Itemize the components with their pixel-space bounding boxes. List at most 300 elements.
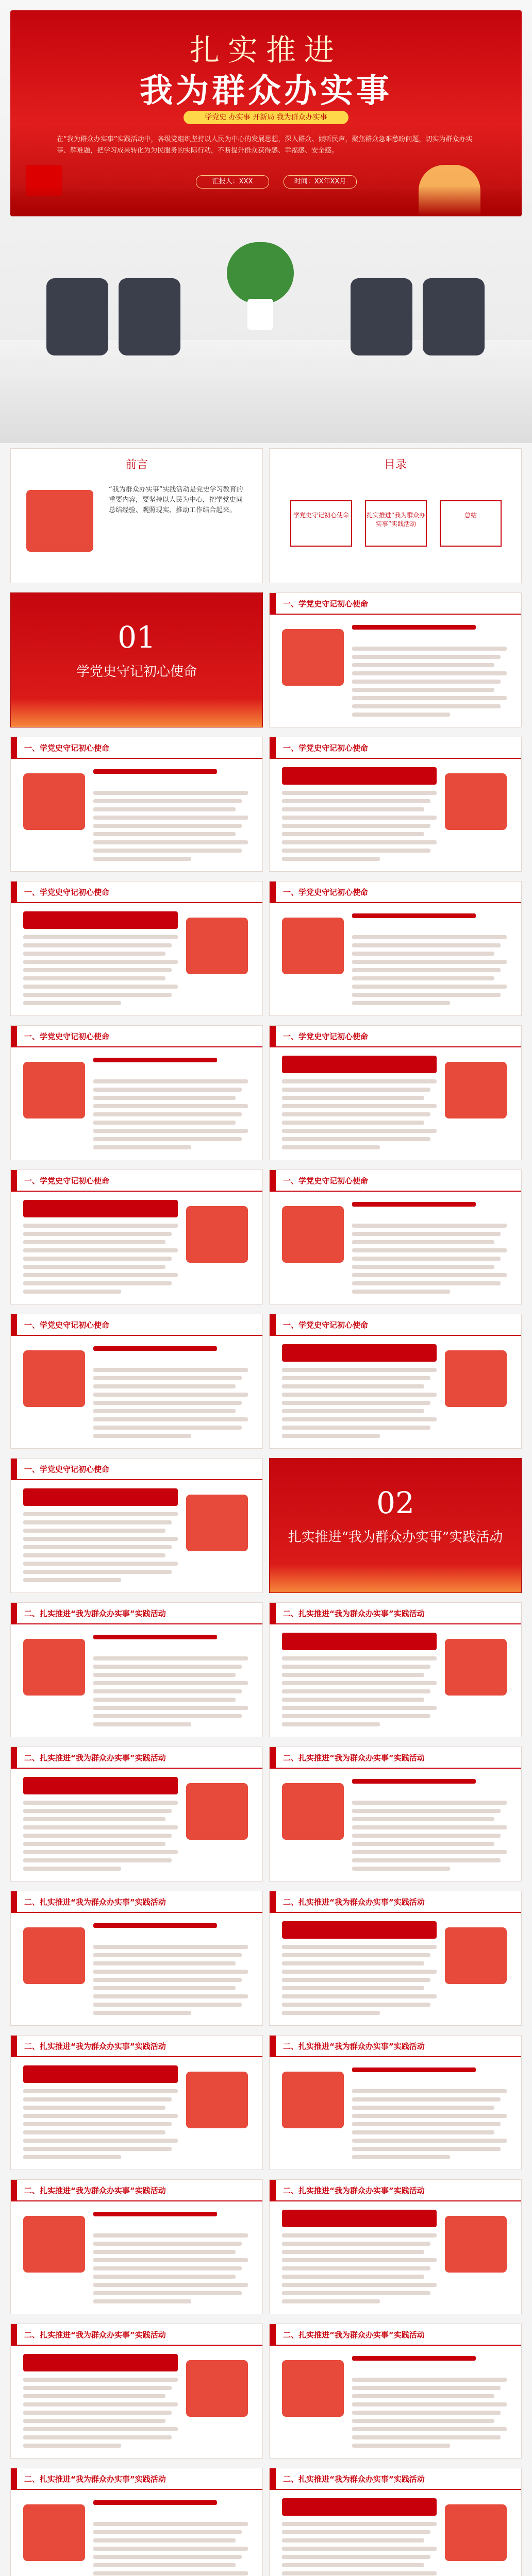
slide-header-text: 一、学党史守记初心使命 [283, 1176, 369, 1185]
text-line [93, 1426, 242, 1430]
text-line [282, 1953, 430, 1957]
text-line [23, 1842, 165, 1846]
text-line [352, 1825, 507, 1829]
text-line [23, 1809, 172, 1813]
highlight-line [93, 1635, 217, 1639]
text-line [352, 993, 501, 997]
text-line [93, 2011, 191, 2015]
plant-pot [247, 299, 273, 330]
slide-header [270, 2180, 521, 2201]
slide-header [11, 737, 262, 759]
slide-illustration [282, 1783, 344, 1840]
text-line [282, 2299, 380, 2303]
text-line [23, 2106, 165, 2110]
text-line [282, 1673, 424, 1677]
text-line [93, 1706, 248, 1710]
text-line [23, 1850, 178, 1854]
section-title: 扎实推进“我为群众办实事”实践活动 [288, 1530, 503, 1545]
text-line [93, 1673, 236, 1677]
text-line [352, 2089, 507, 2093]
text-line [93, 807, 236, 811]
header-accent [270, 882, 276, 902]
header-accent [11, 1603, 17, 1623]
slide-illustration [186, 1206, 248, 1263]
text-line [352, 671, 507, 675]
slide-thumbnail [269, 2179, 522, 2314]
slide-thumbnail [10, 1458, 263, 1593]
slide-header-text: 一、学党史守记初心使命 [283, 1032, 369, 1041]
text-line [352, 1867, 450, 1871]
text-line [93, 832, 236, 836]
text-line [282, 2283, 437, 2287]
slide-header [11, 1170, 262, 1192]
text-line [352, 2106, 494, 2110]
text-line [352, 976, 494, 980]
slide-illustration [186, 1495, 248, 1551]
text-line [352, 2139, 507, 2143]
text-line [352, 1224, 507, 1228]
text-line [93, 2555, 242, 2559]
text-line [352, 935, 507, 939]
text-line [352, 680, 501, 684]
slide-illustration [186, 2072, 248, 2128]
text-line [93, 2250, 236, 2254]
chair [46, 278, 108, 355]
text-line [352, 952, 494, 956]
text-line [282, 1978, 430, 1982]
highlight-box [282, 1056, 437, 1073]
text-line [93, 1393, 248, 1397]
text-line [93, 1409, 236, 1413]
text-line [282, 849, 430, 853]
header-accent [11, 737, 17, 758]
slide-thumbnail [10, 1314, 263, 1449]
text-line [282, 1384, 424, 1388]
toc-item-3[interactable]: 总结 [440, 500, 502, 547]
text-line [282, 1145, 380, 1149]
highlight-line [93, 1923, 217, 1928]
text-line [93, 824, 242, 828]
slide-header [270, 2036, 521, 2057]
text-line [282, 1656, 437, 1660]
slide-header-text: 二、扎实推进“我为群众办实事”实践活动 [283, 2042, 425, 2051]
text-line [93, 1970, 248, 1974]
text-line [93, 2283, 248, 2287]
header-accent [270, 2180, 276, 2200]
text-line [23, 2435, 172, 2439]
text-line [93, 840, 248, 844]
highlight-box [23, 1200, 178, 1217]
slide-thumbnail [269, 1602, 522, 1737]
slide-header-text: 一、学党史守记初心使命 [283, 599, 369, 608]
text-line [93, 2233, 248, 2238]
slide-thumbnail [10, 2179, 263, 2314]
highlight-box [282, 767, 437, 785]
cover-reporter: 汇报人：XXX [196, 175, 269, 189]
slide-illustration [445, 1062, 507, 1118]
text-line [23, 1562, 178, 1566]
text-line [282, 2530, 430, 2534]
toc-title: 目录 [384, 459, 407, 471]
text-line [23, 952, 165, 956]
text-line [23, 1001, 121, 1005]
slide-illustration [23, 2504, 85, 2561]
slide-header [270, 1891, 521, 1913]
slide-thumbnail [10, 1170, 263, 1304]
text-line [352, 713, 450, 717]
highlight-box [23, 2065, 178, 2083]
text-line [23, 1248, 178, 1252]
slide-illustration [445, 1350, 507, 1407]
text-line [352, 688, 494, 692]
text-line [23, 968, 172, 972]
text-line [352, 1801, 507, 1805]
text-line [352, 2435, 501, 2439]
text-line [352, 1842, 494, 1846]
slide-header [270, 882, 521, 903]
header-accent [270, 2324, 276, 2345]
slide-thumbnail [269, 737, 522, 872]
text-line [352, 2444, 450, 2448]
party-emblem-illustration [26, 490, 93, 552]
text-line [23, 1578, 121, 1582]
slide-header [11, 1891, 262, 1913]
chair [351, 278, 412, 355]
text-line [93, 1656, 248, 1660]
slide-thumbnail [10, 1747, 263, 1882]
slide-header [270, 2468, 521, 2490]
text-line [23, 2130, 165, 2134]
highlight-line [352, 2356, 476, 2361]
text-line [93, 1953, 242, 1957]
text-line [93, 1112, 242, 1116]
header-accent [11, 1891, 17, 1912]
text-line [282, 799, 430, 803]
text-line [93, 2275, 236, 2279]
text-line [23, 2114, 178, 2118]
text-line [93, 2258, 248, 2262]
text-line [282, 1129, 437, 1133]
text-line [282, 2242, 430, 2246]
slide-header [11, 2468, 262, 2490]
text-line [93, 2530, 242, 2534]
slide-header-text: 二、扎实推进“我为群众办实事”实践活动 [283, 1897, 425, 1907]
header-accent [11, 1026, 17, 1046]
text-line [282, 1426, 430, 1430]
plant [227, 242, 294, 304]
slide-illustration [23, 1350, 85, 1407]
skyline-decoration [270, 1564, 521, 1592]
toc-item-1[interactable]: 学党史守记初心使命 [290, 500, 352, 547]
slide-header-text: 二、扎实推进“我为群众办实事”实践活动 [24, 1897, 166, 1907]
text-line [282, 1945, 437, 1949]
text-line [93, 1681, 248, 1685]
slide-illustration [445, 2504, 507, 2561]
text-line [352, 985, 507, 989]
text-line [23, 1257, 172, 1261]
highlight-box [282, 1921, 437, 1939]
highlight-line [352, 1202, 476, 1207]
text-line [352, 2114, 507, 2118]
text-line [352, 1817, 494, 1821]
header-accent [270, 1314, 276, 1335]
text-line [23, 1240, 165, 1244]
chair [423, 278, 485, 355]
slide-illustration [23, 773, 85, 830]
text-line [352, 1290, 450, 1294]
highlight-box [23, 1488, 178, 1506]
text-line [352, 1232, 501, 1236]
text-line [352, 960, 507, 964]
header-accent [11, 1170, 17, 1191]
text-line [282, 2538, 424, 2543]
text-line [23, 1570, 172, 1574]
slide-header [11, 2036, 262, 2057]
text-line [282, 2571, 437, 2575]
text-line [282, 1368, 437, 1372]
text-line [282, 1079, 437, 1083]
text-line [352, 2122, 501, 2126]
slide-thumbnail [269, 881, 522, 1016]
text-line [93, 1384, 236, 1388]
text-line [352, 704, 501, 708]
text-line [282, 807, 424, 811]
text-line [93, 1104, 248, 1108]
text-line [93, 2242, 242, 2246]
slide-illustration [445, 1639, 507, 1696]
slide-thumbnail [269, 1314, 522, 1449]
header-accent [11, 882, 17, 902]
header-accent [270, 2468, 276, 2489]
text-line [282, 1434, 380, 1438]
text-line [23, 1224, 178, 1228]
text-line [23, 1512, 178, 1516]
text-line [352, 1858, 501, 1862]
highlight-line [352, 625, 476, 630]
text-line [93, 1434, 191, 1438]
slide-header [270, 1603, 521, 1624]
text-line [282, 2522, 437, 2526]
slide-header [270, 1747, 521, 1769]
highlight-line [93, 769, 217, 774]
slide-illustration [23, 2216, 85, 2273]
slide-header-text: 二、扎实推进“我为群众办实事”实践活动 [283, 1609, 425, 1618]
text-line [23, 1801, 178, 1805]
text-line [282, 1409, 424, 1413]
highlight-line [93, 1058, 217, 1062]
text-line [282, 840, 437, 844]
slide-header [270, 1026, 521, 1047]
text-line [352, 1001, 450, 1005]
text-line [23, 1817, 165, 1821]
text-line [282, 1961, 424, 1965]
highlight-box [23, 2354, 178, 2371]
text-line [282, 832, 424, 836]
text-line [352, 943, 501, 947]
text-line [93, 1368, 248, 1372]
text-line [23, 2402, 178, 2406]
text-line [93, 1978, 242, 1982]
highlight-box [282, 1344, 437, 1362]
text-line [23, 943, 172, 947]
text-line [282, 1401, 430, 1405]
text-line [282, 1986, 424, 1990]
text-line [352, 2394, 494, 2398]
slide-header [270, 2324, 521, 2346]
highlight-line [93, 2212, 217, 2216]
slide-illustration [282, 2360, 344, 2417]
header-accent [270, 1170, 276, 1191]
text-line [352, 1273, 507, 1277]
text-line [352, 2419, 494, 2423]
text-line [352, 1809, 501, 1813]
toc-item-2[interactable]: 扎实推进“我为群众办实事”实践活动 [365, 500, 427, 547]
text-line [23, 1520, 172, 1524]
text-line [23, 1281, 172, 1285]
text-line [352, 968, 501, 972]
text-line [23, 2394, 165, 2398]
text-line [23, 2427, 178, 2431]
slide-header [11, 1603, 262, 1624]
slide-thumbnail [10, 1891, 263, 2026]
text-line [93, 1145, 191, 1149]
text-line [93, 2299, 191, 2303]
preface-body: “我为群众办实事”实践活动是党史学习教育的重要内容，要坚持以人民为中心，把学党史同总结经验、观照现实、推动工作结合起来。 [109, 486, 243, 514]
text-line [23, 1553, 165, 1557]
section-number: 02 [376, 1485, 414, 1520]
text-line [93, 2563, 236, 2567]
slide-header-text: 一、学党史守记初心使命 [24, 1465, 110, 1474]
slide-header [11, 882, 262, 903]
skyline-decoration [10, 185, 522, 216]
slide-illustration [186, 918, 248, 974]
text-line [93, 1994, 248, 1998]
header-accent [270, 1747, 276, 1768]
text-line [93, 857, 191, 861]
slide-header-text: 一、学党史守记初心使命 [283, 1320, 369, 1330]
cover-section [0, 0, 532, 443]
text-line [23, 1265, 165, 1269]
slide-header-text: 二、扎实推进“我为群众办实事”实践活动 [24, 1753, 166, 1762]
text-line [93, 1961, 236, 1965]
text-line [282, 1970, 437, 1974]
slide-header-text: 二、扎实推进“我为群众办实事”实践活动 [24, 2186, 166, 2195]
chair [119, 278, 180, 355]
text-line [352, 647, 507, 651]
slide-header-text: 二、扎实推进“我为群众办实事”实践活动 [24, 2475, 166, 2484]
text-line [23, 2139, 178, 2143]
text-line [282, 857, 380, 861]
slide-header-text: 二、扎实推进“我为群众办实事”实践活动 [283, 2330, 425, 2340]
text-line [93, 1689, 242, 1693]
text-line [282, 1706, 437, 1710]
text-line [352, 1248, 507, 1252]
text-line [93, 1088, 242, 1092]
text-line [282, 2258, 437, 2262]
slide-thumbnail [269, 592, 522, 727]
slide-illustration [23, 1639, 85, 1696]
cover-date: 时间：XX年XX月 [284, 175, 357, 189]
text-line [352, 2411, 501, 2415]
slide-header [270, 1170, 521, 1192]
text-line [23, 976, 165, 980]
text-line [93, 849, 242, 853]
text-line [23, 2097, 172, 2102]
text-line [352, 1265, 494, 1269]
slide-thumbnail [269, 2035, 522, 2170]
slide-header [11, 2324, 262, 2346]
text-line [282, 2291, 430, 2295]
text-line [352, 2378, 507, 2382]
text-line [23, 2089, 178, 2093]
text-line [93, 1945, 248, 1949]
slide-illustration [445, 773, 507, 830]
text-line [282, 2555, 430, 2559]
header-accent [270, 1026, 276, 1046]
header-accent [270, 737, 276, 758]
text-line [282, 791, 437, 795]
slide-thumbnail [269, 2324, 522, 2459]
slide-thumbnail [10, 1025, 263, 1160]
text-line [282, 1417, 437, 1421]
highlight-line [352, 1779, 476, 1784]
slide-thumbnail [269, 1025, 522, 1160]
text-line [282, 1714, 430, 1718]
slide-illustration [282, 629, 344, 686]
slide-header-text: 一、学党史守记初心使命 [283, 888, 369, 897]
slide-thumbnail [10, 448, 263, 583]
text-line [352, 2402, 507, 2406]
slide-header [11, 1314, 262, 1336]
header-accent [11, 1459, 17, 1479]
slide-thumbnail [10, 2468, 263, 2576]
slide-header-text: 一、学党史守记初心使命 [283, 743, 369, 753]
slide-header [11, 1459, 262, 1480]
text-line [93, 2291, 242, 2295]
text-line [282, 2266, 430, 2270]
text-line [352, 1240, 494, 1244]
text-line [23, 1290, 121, 1294]
text-line [282, 2011, 380, 2015]
text-line [93, 2571, 248, 2575]
highlight-box [282, 2498, 437, 2516]
header-accent [11, 2180, 17, 2200]
slide-thumbnail [269, 1747, 522, 1882]
text-line [23, 2155, 121, 2159]
slide-thumbnail [269, 1458, 522, 1593]
slide-illustration [282, 918, 344, 974]
slide-header-text: 一、学党史守记初心使命 [24, 1032, 110, 1041]
text-line [93, 2547, 248, 2551]
slide-illustration [445, 1927, 507, 1984]
text-line [282, 824, 430, 828]
header-accent [11, 1314, 17, 1335]
text-line [23, 1232, 172, 1236]
text-line [352, 2155, 450, 2159]
meeting-room-photo [0, 222, 532, 443]
text-line [93, 1137, 242, 1141]
text-line [23, 1834, 172, 1838]
slide-thumbnail [269, 2468, 522, 2576]
text-line [282, 1104, 437, 1108]
slide-header-text: 二、扎实推进“我为群众办实事”实践活动 [283, 2186, 425, 2195]
text-line [23, 985, 178, 989]
text-line [352, 2130, 494, 2134]
highlight-line [93, 1346, 217, 1351]
text-line [93, 1722, 191, 1726]
text-line [23, 1529, 165, 1533]
highlight-box [282, 2210, 437, 2227]
